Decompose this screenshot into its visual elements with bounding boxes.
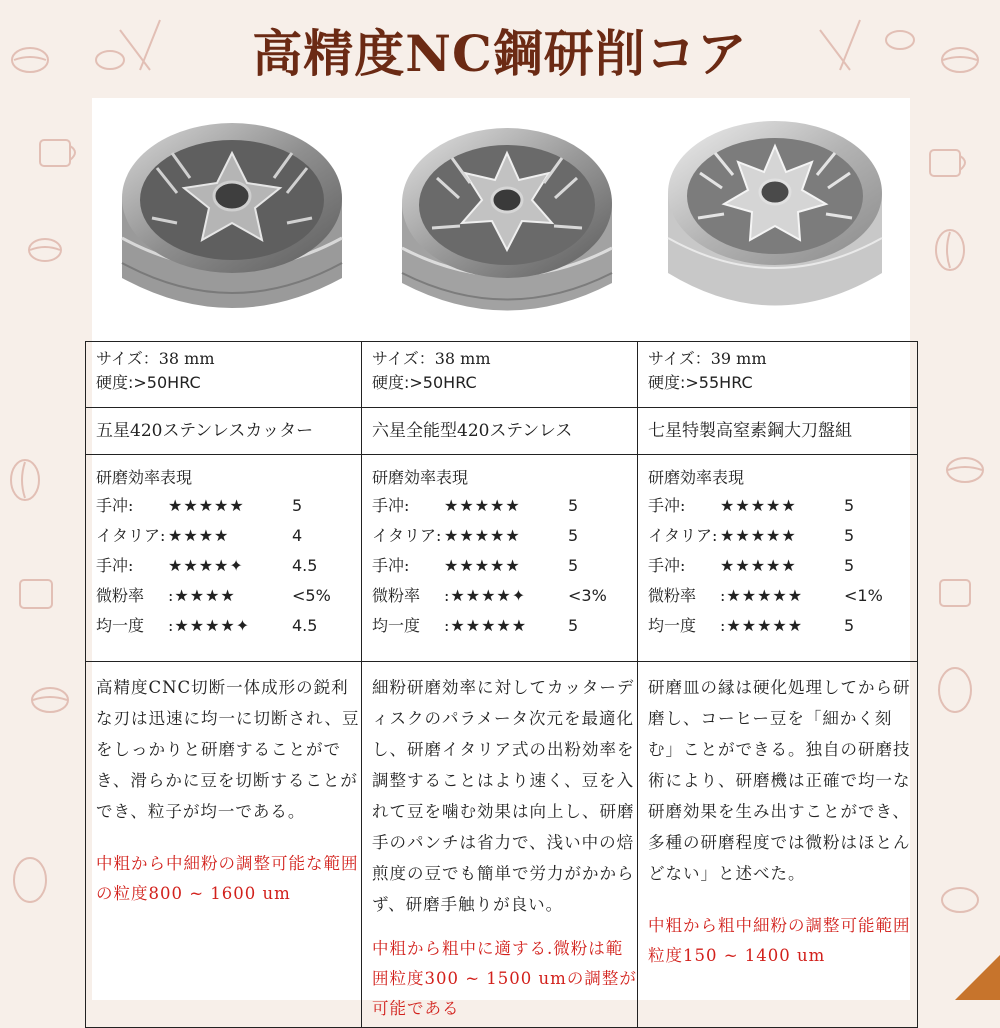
rating-cell-1 xyxy=(86,455,362,662)
size-text: サイズ：38 mm xyxy=(96,349,215,368)
rating-value: <5% xyxy=(292,586,331,605)
rating-item xyxy=(372,551,637,581)
rating-value: 5 xyxy=(568,616,579,635)
rating-cell-2 xyxy=(362,455,638,662)
rating-stars: :★★★★★ xyxy=(444,616,528,635)
rating-stars: ★★★★★ xyxy=(444,556,521,575)
rating-label: イタリア: xyxy=(648,526,718,545)
rating-item xyxy=(96,521,361,551)
spec-cell-2 xyxy=(362,342,638,408)
rating-item xyxy=(372,611,637,641)
rating-stars: ★★★★★ xyxy=(720,556,797,575)
rating-title: 研磨効率表現 xyxy=(648,468,745,487)
rating-label: 手冲: xyxy=(372,496,410,515)
burr-image-six-star xyxy=(392,108,622,333)
rating-item xyxy=(96,551,361,581)
rating-label: 手冲: xyxy=(96,496,134,515)
size-hardness-row xyxy=(86,342,918,408)
description-cell-3 xyxy=(638,662,918,1028)
rating-stars: :★★★★★ xyxy=(720,616,804,635)
adjustment-range-text: 中粗から粗中細粉の調整可能範囲粒度150 ~ 1400 um xyxy=(648,916,911,965)
rating-value: 5 xyxy=(568,496,579,515)
burr-name-row xyxy=(86,408,918,455)
rating-stars: ★★★★★ xyxy=(444,526,521,545)
rating-stars: ★★★★✦ xyxy=(168,556,244,575)
rating-label: 手冲: xyxy=(96,556,134,575)
hardness-text: 硬度:>55HRC xyxy=(648,373,753,392)
rating-label: 手冲: xyxy=(372,556,410,575)
size-text: サイズ：38 mm xyxy=(372,349,491,368)
rating-label: 微粉率 xyxy=(648,586,697,605)
description-text: 高精度CNC切断一体成形の鋭利な刃は迅速に均一に切断され、豆をしっかりと研磨することができ、滑らかに豆を切断することができ、粒子が均一である。 xyxy=(96,678,360,821)
description-text: 研磨皿の縁は硬化処理してから研磨し、コーヒー豆を「細かく刻む」ことができる。独自の研磨技術により、研磨機は正確で均一な研磨効果を生み出すことができ、多種の研磨程度では微粉はほとんどない」と述べた。 xyxy=(648,678,911,883)
rating-label: 均一度 xyxy=(372,616,421,635)
rating-value: 4.5 xyxy=(292,556,318,575)
rating-value: 5 xyxy=(844,526,855,545)
adjustment-range-text: 中粗から中細粉の調整可能な範囲の粒度800 ~ 1600 um xyxy=(96,854,359,903)
rating-stars: ★★★★★ xyxy=(720,496,797,515)
rating-stars: ★★★★★ xyxy=(720,526,797,545)
rating-stars: ★★★★ xyxy=(168,526,230,545)
rating-stars: ★★★★★ xyxy=(168,496,245,515)
adjustment-range-text: 中粗から粗中に適する.微粉は範囲粒度300 ~ 1500 umの調整が可能である xyxy=(372,939,637,1018)
description-text: 細粉研磨効率に対してカッターディスクのパラメータ次元を最適化し、研磨イタリア式の出粉効率を調整することはより速く、豆を入れて豆を噛む効果は向上し、研磨手のパンチは省力で、浅い中の焙煎度の豆でも簡単で労力がかからず、研磨手触りが良い。 xyxy=(372,678,635,914)
burr-images-row xyxy=(92,98,910,342)
spec-cell-3 xyxy=(638,342,918,408)
rating-label: 手冲: xyxy=(648,556,686,575)
rating-stars: :★★★★★ xyxy=(720,586,804,605)
rating-cell-3 xyxy=(638,455,918,662)
burr-name-cell: 六星全能型420ステンレス xyxy=(362,408,638,455)
rating-value: 4 xyxy=(292,526,303,545)
rating-value: 5 xyxy=(844,556,855,575)
rating-item xyxy=(372,521,637,551)
hardness-text: 硬度:>50HRC xyxy=(96,373,201,392)
rating-label: イタリア: xyxy=(96,526,166,545)
rating-stars: :★★★★ xyxy=(168,586,236,605)
rating-stars: :★★★★✦ xyxy=(444,586,527,605)
rating-item xyxy=(648,551,917,581)
page-title: 高精度NC鋼研削コア xyxy=(252,24,748,83)
spec-cell-1 xyxy=(86,342,362,408)
rating-stars: :★★★★✦ xyxy=(168,616,251,635)
size-text: サイズ：39 mm xyxy=(648,349,767,368)
burr-name-cell: 七星特製高窒素鋼大刀盤組 xyxy=(638,408,918,455)
rating-value: 5 xyxy=(292,496,303,515)
rating-value: 4.5 xyxy=(292,616,318,635)
burr-image-seven-star xyxy=(660,108,890,333)
rating-item xyxy=(648,491,917,521)
burr-name-cell: 五星420ステンレスカッター xyxy=(86,408,362,455)
rating-value: 5 xyxy=(844,616,855,635)
rating-item xyxy=(96,491,361,521)
rating-item xyxy=(648,611,917,641)
comparison-table xyxy=(85,341,918,1028)
rating-item xyxy=(372,581,637,611)
hardness-text: 硬度:>50HRC xyxy=(372,373,477,392)
rating-value: 5 xyxy=(568,556,579,575)
rating-value: <1% xyxy=(844,586,883,605)
rating-value: 5 xyxy=(844,496,855,515)
rating-title: 研磨効率表現 xyxy=(372,468,469,487)
rating-label: イタリア: xyxy=(372,526,442,545)
rating-item xyxy=(648,581,917,611)
burr-image-five-star xyxy=(112,108,352,333)
rating-value: 5 xyxy=(568,526,579,545)
rating-item xyxy=(372,491,637,521)
rating-label: 微粉率 xyxy=(372,586,421,605)
rating-row xyxy=(86,455,918,662)
rating-label: 微粉率 xyxy=(96,586,145,605)
rating-item xyxy=(96,581,361,611)
rating-item xyxy=(648,521,917,551)
rating-title: 研磨効率表現 xyxy=(96,468,193,487)
rating-value: <3% xyxy=(568,586,607,605)
description-cell-2 xyxy=(362,662,638,1028)
rating-item xyxy=(96,611,361,641)
rating-label: 均一度 xyxy=(96,616,145,635)
description-cell-1 xyxy=(86,662,362,1028)
rating-stars: ★★★★★ xyxy=(444,496,521,515)
rating-label: 手冲: xyxy=(648,496,686,515)
rating-label: 均一度 xyxy=(648,616,697,635)
description-row xyxy=(86,662,918,1028)
